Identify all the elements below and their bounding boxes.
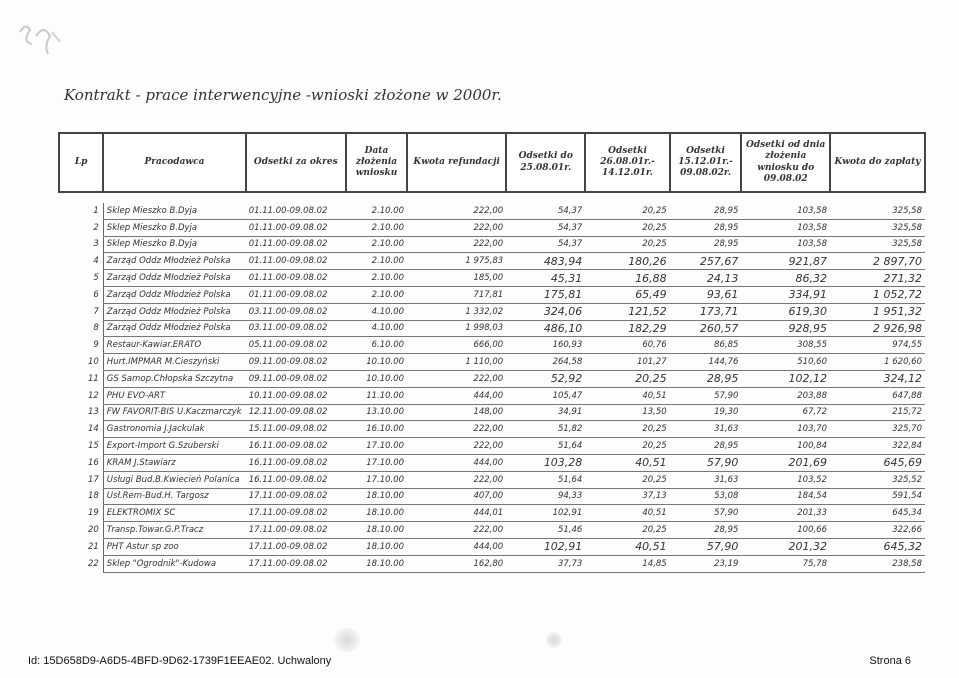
refund-cell: 1 332,02: [407, 303, 506, 320]
interest-3-cell: 28,95: [670, 236, 742, 253]
company-cell: PHT Astur sp zoo: [103, 538, 245, 555]
date-cell: 2.10.00: [346, 203, 407, 219]
interest-3-cell: 144,76: [670, 354, 742, 371]
refund-cell: 222,00: [407, 203, 506, 219]
refund-cell: 666,00: [407, 337, 506, 354]
header-kwota-refundacji: Kwota refundacji: [407, 133, 506, 192]
interest-2-cell: 40,51: [585, 387, 669, 404]
company-cell: GS Samop.Chłopska Szczytna: [103, 370, 245, 387]
refund-cell: 444,00: [407, 387, 506, 404]
total-cell: 2 926,98: [830, 320, 925, 337]
lp: 8: [93, 323, 99, 334]
header-lp: Lp: [59, 133, 103, 192]
lp: 4: [93, 256, 99, 267]
company-cell: Export-Import G.Szuberski: [103, 438, 245, 455]
period-cell: 09.11.00-09.08.02: [246, 354, 346, 371]
date-cell: 18.10.00: [346, 488, 407, 505]
period-cell: 12.11.00-09.08.02: [246, 404, 346, 421]
interest-4-cell: 103,58: [741, 219, 830, 236]
date-cell: 2.10.00: [346, 286, 407, 303]
interest-2-cell: 20,25: [585, 438, 669, 455]
lp: 22: [87, 558, 99, 569]
lp: 10: [87, 357, 99, 368]
lp: 15: [87, 441, 99, 452]
interest-4-cell: 308,55: [741, 337, 830, 354]
interest-2-cell: 37,13: [585, 488, 669, 505]
refund-cell: 162,80: [407, 555, 506, 572]
company-cell: Sklep Mieszko B.Dyja: [103, 219, 245, 236]
lp: 6: [93, 289, 99, 300]
header-odsetki-1: Odsetki do 25.08.01r.: [506, 133, 585, 192]
period-cell: 01.11.00-09.08.02: [246, 270, 346, 287]
interest-3-cell: 31,63: [670, 421, 742, 438]
interest-2-cell: 182,29: [585, 320, 669, 337]
refund-cell: 222,00: [407, 421, 506, 438]
interest-3-cell: 24,13: [670, 270, 742, 287]
period-cell: 16.11.00-09.08.02: [246, 471, 346, 488]
period-cell: 17.11.00-09.08.02: [246, 538, 346, 555]
total-cell: 271,32: [830, 270, 925, 287]
interest-3-cell: 19,30: [670, 404, 742, 421]
header-odsetki-3: Odsetki 15.12.01r.- 09.08.02r.: [670, 133, 742, 192]
table-row: [59, 538, 925, 555]
lp: 21: [87, 541, 99, 552]
company-cell: Sklep Mieszko B.Dyja: [103, 203, 245, 219]
lp: 19: [87, 508, 99, 519]
company-cell: PHU EVO-ART: [103, 387, 245, 404]
table-row: [59, 404, 925, 421]
lp: 9: [93, 340, 99, 351]
interest-4-cell: 100,66: [741, 522, 830, 539]
total-cell: 1 052,72: [830, 286, 925, 303]
total-cell: 647,88: [830, 387, 925, 404]
interest-2-cell: 20,25: [585, 421, 669, 438]
interest-2-cell: 20,25: [585, 203, 669, 219]
interest-3-cell: 57,90: [670, 538, 742, 555]
period-cell: 17.11.00-09.08.02: [246, 505, 346, 522]
lp: 1: [93, 206, 99, 217]
table-row: [59, 438, 925, 455]
period-cell: 05.11.00-09.08.02: [246, 337, 346, 354]
refund-cell: 444,01: [407, 505, 506, 522]
interest-1-cell: 51,82: [506, 421, 585, 438]
total-cell: 325,58: [830, 236, 925, 253]
total-cell: 325,70: [830, 421, 925, 438]
interest-1-cell: 52,92: [506, 370, 585, 387]
period-cell: 03.11.00-09.08.02: [246, 320, 346, 337]
date-cell: 2.10.00: [346, 236, 407, 253]
table-row: [59, 270, 925, 287]
refund-cell: 185,00: [407, 270, 506, 287]
period-cell: 01.11.00-09.08.02: [246, 203, 346, 219]
date-cell: 13.10.00: [346, 404, 407, 421]
interest-4-cell: 203,88: [741, 387, 830, 404]
date-cell: 10.10.00: [346, 370, 407, 387]
interest-1-cell: 102,91: [506, 505, 585, 522]
date-cell: 18.10.00: [346, 505, 407, 522]
refund-cell: 717,81: [407, 286, 506, 303]
interest-3-cell: 57,90: [670, 505, 742, 522]
interest-3-cell: 53,08: [670, 488, 742, 505]
period-cell: 10.11.00-09.08.02: [246, 387, 346, 404]
interest-4-cell: 103,58: [741, 236, 830, 253]
interest-1-cell: 51,64: [506, 438, 585, 455]
total-cell: 1 620,60: [830, 354, 925, 371]
period-cell: 01.11.00-09.08.02: [246, 219, 346, 236]
refund-cell: 444,00: [407, 538, 506, 555]
interest-4-cell: 103,58: [741, 203, 830, 219]
table-row: [59, 203, 925, 219]
company-cell: Hurt.IMPMAR M.Cieszyński: [103, 354, 245, 371]
interest-2-cell: 20,25: [585, 370, 669, 387]
date-cell: 2.10.00: [346, 219, 407, 236]
date-cell: 17.10.00: [346, 438, 407, 455]
refund-cell: 148,00: [407, 404, 506, 421]
interest-1-cell: 105,47: [506, 387, 585, 404]
interest-4-cell: 100,84: [741, 438, 830, 455]
date-cell: 4.10.00: [346, 320, 407, 337]
lp: 13: [87, 407, 99, 418]
lp: 14: [87, 424, 99, 435]
date-cell: 11.10.00: [346, 387, 407, 404]
period-cell: 01.11.00-09.08.02: [246, 236, 346, 253]
total-cell: 974,55: [830, 337, 925, 354]
interest-1-cell: 175,81: [506, 286, 585, 303]
interest-2-cell: 20,25: [585, 219, 669, 236]
header-pracodawca: Pracodawca: [103, 133, 245, 192]
interest-2-cell: 65,49: [585, 286, 669, 303]
interest-2-cell: 13,50: [585, 404, 669, 421]
refund-cell: 222,00: [407, 370, 506, 387]
interest-4-cell: 75,78: [741, 555, 830, 572]
total-cell: 2 897,70: [830, 253, 925, 270]
period-cell: 01.11.00-09.08.02: [246, 286, 346, 303]
table-row: [59, 522, 925, 539]
interest-1-cell: 54,37: [506, 219, 585, 236]
interest-2-cell: 16,88: [585, 270, 669, 287]
refund-cell: 222,00: [407, 471, 506, 488]
total-cell: 325,58: [830, 219, 925, 236]
period-cell: 17.11.00-09.08.02: [246, 522, 346, 539]
header-odsetki-2: Odsetki 26.08.01r.- 14.12.01r.: [585, 133, 669, 192]
interest-2-cell: 20,25: [585, 522, 669, 539]
interest-1-cell: 264,58: [506, 354, 585, 371]
interest-4-cell: 510,60: [741, 354, 830, 371]
date-cell: 18.10.00: [346, 522, 407, 539]
interest-1-cell: 324,06: [506, 303, 585, 320]
refund-cell: 222,00: [407, 522, 506, 539]
period-cell: 16.11.00-09.08.02: [246, 454, 346, 471]
company-cell: Sklep Mieszko B.Dyja: [103, 236, 245, 253]
date-cell: 17.10.00: [346, 454, 407, 471]
refund-cell: 222,00: [407, 236, 506, 253]
header-okres: Odsetki za okres: [246, 133, 346, 192]
total-cell: 325,52: [830, 471, 925, 488]
interest-1-cell: 102,91: [506, 538, 585, 555]
refund-cell: 1 975,83: [407, 253, 506, 270]
lp: 3: [93, 239, 99, 250]
period-cell: 03.11.00-09.08.02: [246, 303, 346, 320]
interest-2-cell: 14,85: [585, 555, 669, 572]
table-row: [59, 337, 925, 354]
lp: 12: [87, 390, 99, 401]
total-cell: 1 951,32: [830, 303, 925, 320]
interventions-table: [58, 132, 926, 573]
table-row: [59, 471, 925, 488]
interest-3-cell: 28,95: [670, 370, 742, 387]
date-cell: 10.10.00: [346, 354, 407, 371]
table-row: [59, 555, 925, 572]
interest-4-cell: 86,32: [741, 270, 830, 287]
refund-cell: 407,00: [407, 488, 506, 505]
date-cell: 2.10.00: [346, 253, 407, 270]
interest-3-cell: 260,57: [670, 320, 742, 337]
lp: 17: [87, 474, 99, 485]
interest-2-cell: 180,26: [585, 253, 669, 270]
lp: 11: [87, 373, 99, 384]
company-cell: FW FAVORIT-BIS U.Kaczmarczyk: [103, 404, 245, 421]
date-cell: 2.10.00: [346, 270, 407, 287]
interest-1-cell: 54,37: [506, 203, 585, 219]
period-cell: 17.11.00-09.08.02: [246, 488, 346, 505]
table-row: [59, 488, 925, 505]
interest-1-cell: 103,28: [506, 454, 585, 471]
interest-3-cell: 257,67: [670, 253, 742, 270]
footer-page-number: Strona 6: [869, 655, 911, 667]
date-cell: 18.10.00: [346, 555, 407, 572]
interest-1-cell: 34,91: [506, 404, 585, 421]
company-cell: Zarząd Oddz Młodzież Polska: [103, 270, 245, 287]
header-row: [59, 133, 925, 192]
interest-1-cell: 51,46: [506, 522, 585, 539]
date-cell: 4.10.00: [346, 303, 407, 320]
interest-4-cell: 619,30: [741, 303, 830, 320]
refund-cell: 222,00: [407, 219, 506, 236]
interest-1-cell: 37,73: [506, 555, 585, 572]
interest-4-cell: 928,95: [741, 320, 830, 337]
company-cell: Zarząd Oddz Młodzież Polska: [103, 286, 245, 303]
handwritten-mark: [6, 2, 76, 72]
interest-2-cell: 20,25: [585, 471, 669, 488]
total-cell: 645,32: [830, 538, 925, 555]
interest-1-cell: 51,64: [506, 471, 585, 488]
total-cell: 645,69: [830, 454, 925, 471]
interest-2-cell: 40,51: [585, 538, 669, 555]
interest-4-cell: 67,72: [741, 404, 830, 421]
company-cell: Restaur-Kawiar.ERATO: [103, 337, 245, 354]
interest-3-cell: 28,95: [670, 438, 742, 455]
interest-1-cell: 160,93: [506, 337, 585, 354]
interest-3-cell: 57,90: [670, 454, 742, 471]
refund-cell: 1 998,03: [407, 320, 506, 337]
table-row: [59, 236, 925, 253]
interest-4-cell: 334,91: [741, 286, 830, 303]
interest-3-cell: 28,95: [670, 522, 742, 539]
interest-4-cell: 103,52: [741, 471, 830, 488]
total-cell: 215,72: [830, 404, 925, 421]
date-cell: 16.10.00: [346, 421, 407, 438]
total-cell: 324,12: [830, 370, 925, 387]
company-cell: ELEKTROMIX SC: [103, 505, 245, 522]
footer-id: Id: 15D658D9-A6D5-4BFD-9D62-1739F1EEAE02. Uchwalony: [28, 655, 332, 667]
company-cell: Sklep "Ogrodnik"-Kudowa: [103, 555, 245, 572]
total-cell: 322,84: [830, 438, 925, 455]
table-row: [59, 421, 925, 438]
interest-4-cell: 201,69: [741, 454, 830, 471]
lp: 2: [93, 222, 99, 233]
date-cell: 6.10.00: [346, 337, 407, 354]
total-cell: 591,54: [830, 488, 925, 505]
table-row: [59, 320, 925, 337]
lp: 16: [87, 457, 99, 468]
company-cell: Transp.Towar.G.P.Tracz: [103, 522, 245, 539]
company-cell: KRAM J.Stawiarz: [103, 454, 245, 471]
interest-4-cell: 201,32: [741, 538, 830, 555]
refund-cell: 444,00: [407, 454, 506, 471]
table-body: [59, 192, 925, 572]
lp: 20: [87, 525, 99, 536]
period-cell: 16.11.00-09.08.02: [246, 438, 346, 455]
interest-4-cell: 201,33: [741, 505, 830, 522]
table-row: [59, 303, 925, 320]
company-cell: Zarząd Oddz Młodzież Polska: [103, 253, 245, 270]
interest-4-cell: 103,70: [741, 421, 830, 438]
interest-2-cell: 60,76: [585, 337, 669, 354]
table-row: [59, 454, 925, 471]
period-cell: 01.11.00-09.08.02: [246, 253, 346, 270]
interest-1-cell: 45,31: [506, 270, 585, 287]
interest-3-cell: 31,63: [670, 471, 742, 488]
interest-4-cell: 102,12: [741, 370, 830, 387]
interest-3-cell: 173,71: [670, 303, 742, 320]
company-cell: Gastronomia J.Jackulak: [103, 421, 245, 438]
company-cell: Usługi Bud.B.Kwiecień Polanica: [103, 471, 245, 488]
interest-2-cell: 40,51: [585, 505, 669, 522]
total-cell: 325,58: [830, 203, 925, 219]
period-cell: 17.11.00-09.08.02: [246, 555, 346, 572]
interest-1-cell: 483,94: [506, 253, 585, 270]
scan-blot: [334, 628, 360, 652]
interest-1-cell: 54,37: [506, 236, 585, 253]
document-title: Kontrakt - prace interwencyjne -wnioski złożone w 2000r.: [64, 86, 502, 104]
company-cell: Zarząd Oddz Młodzież Polska: [103, 320, 245, 337]
interest-3-cell: 57,90: [670, 387, 742, 404]
total-cell: 322,66: [830, 522, 925, 539]
interest-2-cell: 40,51: [585, 454, 669, 471]
company-cell: Zarząd Oddz Młodzież Polska: [103, 303, 245, 320]
interest-1-cell: 486,10: [506, 320, 585, 337]
total-cell: 238,58: [830, 555, 925, 572]
table-row: [59, 253, 925, 270]
total-cell: 645,34: [830, 505, 925, 522]
refund-cell: 222,00: [407, 438, 506, 455]
period-cell: 09.11.00-09.08.02: [246, 370, 346, 387]
interest-3-cell: 28,95: [670, 203, 742, 219]
table-row: [59, 286, 925, 303]
lp: 7: [93, 306, 99, 317]
interest-2-cell: 101,27: [585, 354, 669, 371]
interest-2-cell: 121,52: [585, 303, 669, 320]
period-cell: 15.11.00-09.08.02: [246, 421, 346, 438]
header-odsetki-4: Odsetki od dnia złożenia wniosku do 09.08.02: [741, 133, 830, 192]
company-cell: Usł.Rem-Bud.H. Targosz: [103, 488, 245, 505]
scan-blot: [546, 632, 562, 648]
table-row: [59, 505, 925, 522]
interest-3-cell: 86,85: [670, 337, 742, 354]
header-kwota-zaplaty: Kwota do zapłaty: [830, 133, 925, 192]
lp: 18: [87, 491, 99, 502]
table-row: [59, 370, 925, 387]
date-cell: 18.10.00: [346, 538, 407, 555]
table-row: [59, 219, 925, 236]
interest-3-cell: 93,61: [670, 286, 742, 303]
table-row: [59, 354, 925, 371]
interest-1-cell: 94,33: [506, 488, 585, 505]
lp: 5: [93, 273, 99, 284]
interest-4-cell: 184,54: [741, 488, 830, 505]
table-row: [59, 387, 925, 404]
interest-2-cell: 20,25: [585, 236, 669, 253]
refund-cell: 1 110,00: [407, 354, 506, 371]
date-cell: 17.10.00: [346, 471, 407, 488]
interest-4-cell: 921,87: [741, 253, 830, 270]
interest-3-cell: 23,19: [670, 555, 742, 572]
interest-3-cell: 28,95: [670, 219, 742, 236]
header-data: Data złożenia wniosku: [346, 133, 407, 192]
